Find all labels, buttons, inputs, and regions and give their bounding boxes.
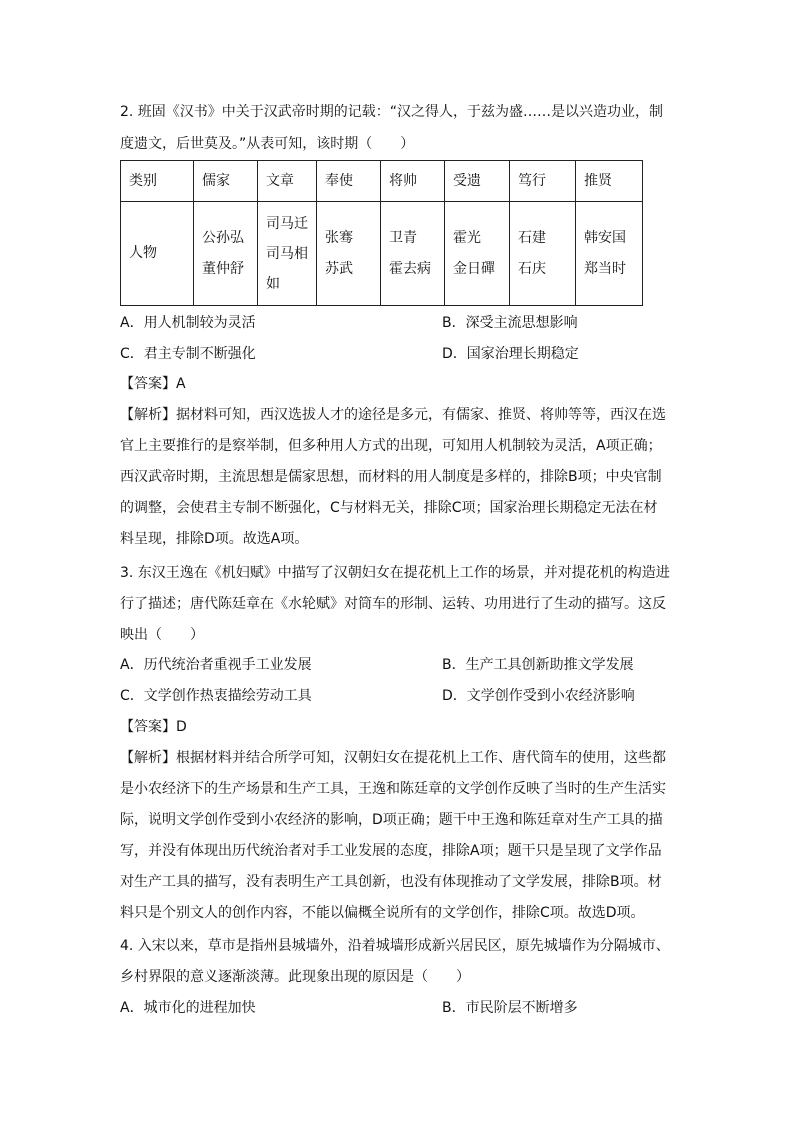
q2-option-c: C．君主专制不断强化 <box>120 346 256 362</box>
cell-line: 司马相 <box>266 245 308 262</box>
q2-analysis-line: 的调整，会使君主专制不断强化，C与材料无关，排除C项；国家治理长期稳定无法在材 <box>120 500 658 516</box>
q3-answer: 【答案】D <box>120 719 187 735</box>
cell-line: 董仲舒 <box>202 260 244 277</box>
cell-line: 卫青 <box>389 229 417 246</box>
table-cell <box>381 202 445 306</box>
table-header-cell: 文章 <box>258 161 317 202</box>
table-cell <box>194 202 258 306</box>
q3-option-d: D．文学创作受到小农经济影响 <box>442 688 635 704</box>
q4-option-b: B．市民阶层不断增多 <box>442 1000 578 1016</box>
cell-line: 石建 <box>518 229 546 246</box>
q2-analysis-line: 官上主要推行的是察举制，但多种用人方式的出现，可知用人机制较为灵活，A项正确； <box>120 438 662 454</box>
cell-line: 霍光 <box>453 229 481 246</box>
table-row-label: 人物 <box>121 202 194 306</box>
table-header-cell: 奉使 <box>317 161 381 202</box>
table-header-cell: 推贤 <box>576 161 643 202</box>
q3-option-a: A．历代统治者重视手工业发展 <box>120 657 312 673</box>
cell-line: 郑当时 <box>584 260 626 277</box>
q2-answer: 【答案】A <box>120 376 186 392</box>
table-header-cell: 将帅 <box>381 161 445 202</box>
table-header-cell: 类别 <box>121 161 194 202</box>
q4-option-a: A．城市化的进程加快 <box>120 1000 256 1016</box>
table-header-cell: 受遗 <box>445 161 510 202</box>
cell-line: 司马迁 <box>266 215 308 232</box>
table-header-row <box>121 161 643 202</box>
table-cell <box>445 202 510 306</box>
q3-analysis-line: 料只是个别文人的创作内容，不能以偏概全说所有的文学创作，排除C项。故选D项。 <box>120 905 645 921</box>
cell-line: 苏武 <box>325 260 353 277</box>
table-cell <box>510 202 576 306</box>
cell-line: 金日磾 <box>453 260 495 277</box>
q2-table <box>120 160 643 306</box>
q4-stem-line: 乡村界限的意义逐渐淡薄。此现象出现的原因是（ ） <box>120 969 470 985</box>
q3-stem-line: 映出（ ） <box>120 627 204 643</box>
table-cell <box>576 202 643 306</box>
q3-analysis-line: 写，并没有体现出历代统治者对手工业发展的态度，排除A项；题干只是呈现了文学作品 <box>120 843 662 859</box>
cell-line: 石庆 <box>518 260 546 277</box>
q2-stem-line-2: 度遗文，后世莫及。”从表可知，该时期（ ） <box>120 136 415 152</box>
q2-stem-line-1: 2. 班固《汉书》中关于汉武帝时期的记载：“汉之得人，于兹为盛……是以兴造功业，制 <box>120 104 664 120</box>
q2-option-b: B．深受主流思想影响 <box>442 315 578 331</box>
table-header-cell: 笃行 <box>510 161 576 202</box>
cell-line: 公孙弘 <box>202 229 244 246</box>
cell-line: 霍去病 <box>389 260 431 277</box>
cell-line: 如 <box>266 275 280 292</box>
q2-option-a: A．用人机制较为灵活 <box>120 315 256 331</box>
q3-analysis-line: 【解析】根据材料并结合所学可知，汉朝妇女在提花机上工作、唐代筒车的使用，这些都 <box>120 750 666 766</box>
q2-analysis-line: 【解析】据材料可知，西汉选拔人才的途径是多元，有儒家、推贤、将帅等等，西汉在选 <box>120 407 666 423</box>
table-row <box>121 202 643 306</box>
q2-analysis-line: 料呈现，排除D项。故选A项。 <box>120 531 309 547</box>
q4-stem-line: 4. 入宋以来，草市是指州县城墙外，沿着城墙形成新兴居民区，原先城墙作为分隔城市、 <box>120 938 670 954</box>
cell-line: 韩安国 <box>584 229 626 246</box>
q3-stem-line: 3. 东汉王逸在《机妇赋》中描写了汉朝妇女在提花机上工作的场景，并对提花机的构造进 <box>120 565 670 581</box>
cell-line: 张骞 <box>325 229 353 246</box>
q2-analysis-line: 西汉武帝时期，主流思想是儒家思想，而材料的用人制度是多样的，排除B项；中央官制 <box>120 469 662 485</box>
q3-option-b: B．生产工具创新助推文学发展 <box>442 657 634 673</box>
q3-analysis-line: 是小农经济下的生产场景和生产工具，王逸和陈廷章的文学创作反映了当时的生产生活实 <box>120 781 666 797</box>
table-cell <box>258 202 317 306</box>
table-header-cell: 儒家 <box>194 161 258 202</box>
q2-option-d: D．国家治理长期稳定 <box>442 346 579 362</box>
q3-analysis-line: 际，说明文学创作受到小农经济的影响，D项正确；题干中王逸和陈廷章对生产工具的描 <box>120 812 663 828</box>
q3-stem-line: 行了描述；唐代陈廷章在《水轮赋》对筒车的形制、运转、功用进行了生动的描写。这反 <box>120 596 666 612</box>
table-cell <box>317 202 381 306</box>
q3-option-c: C．文学创作热衷描绘劳动工具 <box>120 688 312 704</box>
q3-analysis-line: 对生产工具的描写，没有表明生产工具创新，也没有体现推动了文学发展，排除B项。材 <box>120 874 662 890</box>
